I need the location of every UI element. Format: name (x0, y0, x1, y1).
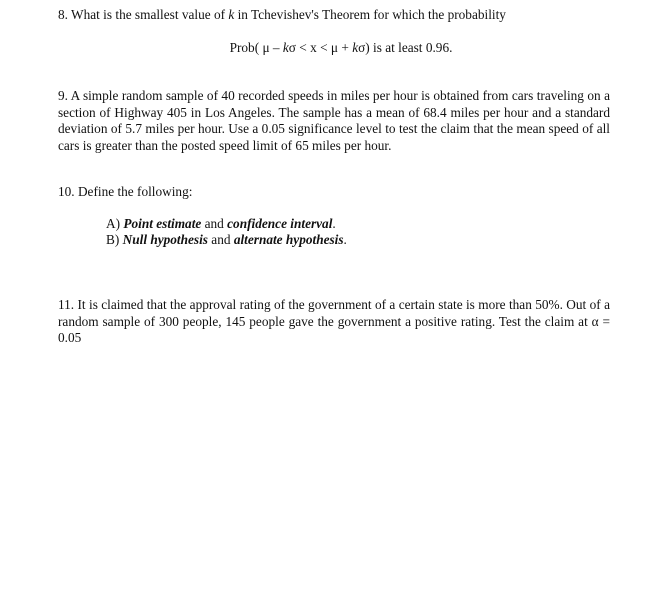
question-10-item-b (106, 232, 347, 248)
q8-pre: 8. What is the smallest value of (58, 7, 229, 22)
item-b-and: and (207, 232, 234, 247)
item-a-end: . (332, 216, 336, 231)
q8-k-variable: k (228, 7, 235, 22)
formula-k-1: k (282, 40, 289, 55)
item-b-end: . (343, 232, 347, 247)
question-8-formula (0, 40, 646, 56)
question-11-text: 11. It is claimed that the approval rating of the government of a certain state is more than 50%. Out of a random sample of 300 people, 145 people gave the government a positive rating. Test the claim at α = 0.05 (58, 297, 610, 345)
item-a-and: and (201, 216, 228, 231)
question-9-text: 9. A simple random sample of 40 recorded speeds in miles per hour is obtained from cars traveling on a section of Highway 405 in Los Angeles. The sample has a mean of 68.4 miles per hour and a standard deviation of 5.7 miles per hour. Use a 0.05 significance level to test the claim that the mean speed of all cars is greater than the posted speed limit of 65 miles per hour. (58, 88, 610, 153)
q8-post: in Tchevishev's Theorem for which the probability (234, 7, 506, 22)
term-point-estimate: Point estimate (123, 216, 202, 231)
term-alternate-hypothesis: alternate hypothesis (233, 232, 344, 247)
formula-part-b: σ < x < μ + (288, 40, 353, 55)
formula-part-a: Prob( μ – (229, 40, 283, 55)
question-10-item-a (106, 216, 336, 232)
item-b-prefix: B) (106, 232, 123, 247)
formula-part-c: σ) is at least 0.96. (358, 40, 453, 55)
formula-k-2: k (352, 40, 359, 55)
term-confidence-interval: confidence interval (227, 216, 333, 231)
term-null-hypothesis: Null hypothesis (122, 232, 208, 247)
question-8-text (58, 7, 506, 23)
question-10-heading: 10. Define the following: (58, 184, 193, 199)
item-a-prefix: A) (106, 216, 124, 231)
